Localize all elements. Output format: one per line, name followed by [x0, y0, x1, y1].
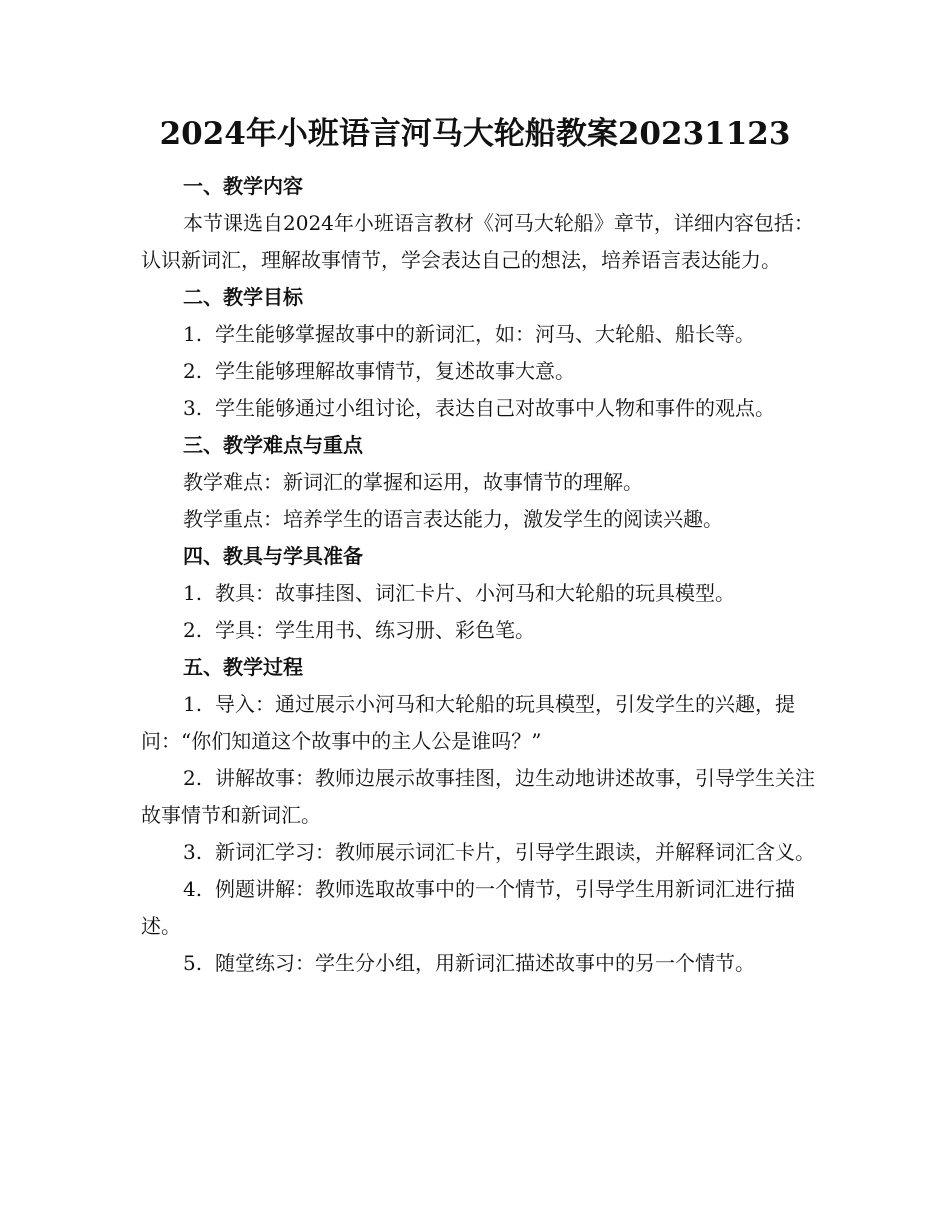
document-title: 2024年小班语言河马大轮船教案20231123 [159, 116, 791, 152]
list-item [141, 353, 823, 390]
document-body [141, 168, 823, 982]
list-item [141, 760, 823, 834]
section-heading-materials: 四、教具与学具准备 [183, 544, 363, 568]
section-line: 教学重点：培养学生的语言表达能力，激发学生的阅读兴趣。 [183, 507, 723, 531]
list-item-number: 3. [183, 840, 203, 864]
list-item-number: 1. [183, 581, 203, 605]
list-item-text: 学生能够掌握故事中的新词汇，如：河马、大轮船、船长等。 [215, 322, 755, 346]
list-item-text: 教具：故事挂图、词汇卡片、小河马和大轮船的玩具模型。 [215, 581, 735, 605]
list-item-number: 2. [183, 359, 203, 383]
list-item-text: 学生能够理解故事情节，复述故事大意。 [215, 359, 575, 383]
list-item-number: 3. [183, 396, 203, 420]
list-item-number: 5. [183, 951, 203, 975]
list-item [141, 834, 823, 871]
list-item [141, 575, 823, 612]
list-item-number: 1. [183, 692, 203, 716]
list-item-number: 4. [183, 877, 203, 901]
list-item [141, 686, 823, 760]
list-item-number: 2. [183, 618, 203, 642]
list-item-number: 1. [183, 322, 203, 346]
list-item [141, 390, 823, 427]
section-heading-objectives: 二、教学目标 [183, 285, 303, 309]
list-item-text: 新词汇学习：教师展示词汇卡片，引导学生跟读，并解释词汇含义。 [215, 840, 815, 864]
list-item-text: 随堂练习：学生分小组，用新词汇描述故事中的另一个情节。 [215, 951, 755, 975]
list-item [141, 316, 823, 353]
list-item-text: 讲解故事：教师边展示故事挂图，边生动地讲述故事，引导学生关注故事情节和新词汇。 [141, 766, 815, 827]
list-item-text: 例题讲解：教师选取故事中的一个情节，引导学生用新词汇进行描述。 [141, 877, 795, 938]
section-heading-content: 一、教学内容 [183, 174, 303, 198]
list-item [141, 871, 823, 945]
list-item-number: 2. [183, 766, 203, 790]
section-line: 教学难点：新词汇的掌握和运用，故事情节的理解。 [183, 470, 643, 494]
list-item [141, 945, 823, 982]
section-heading-process: 五、教学过程 [183, 655, 303, 679]
list-item-text: 学生能够通过小组讨论，表达自己对故事中人物和事件的观点。 [215, 396, 775, 420]
list-item [141, 612, 823, 649]
list-item-text: 学具：学生用书、练习册、彩色笔。 [215, 618, 535, 642]
section-paragraph: 本节课选自2024年小班语言教材《河马大轮船》章节，详细内容包括：认识新词汇，理解故事情节，学会表达自己的想法，培养语言表达能力。 [141, 211, 814, 272]
list-item-text: 导入：通过展示小河马和大轮船的玩具模型，引发学生的兴趣，提问：“你们知道这个故事中的主人公是谁吗？” [141, 692, 795, 753]
section-heading-difficulties: 三、教学难点与重点 [183, 433, 363, 457]
